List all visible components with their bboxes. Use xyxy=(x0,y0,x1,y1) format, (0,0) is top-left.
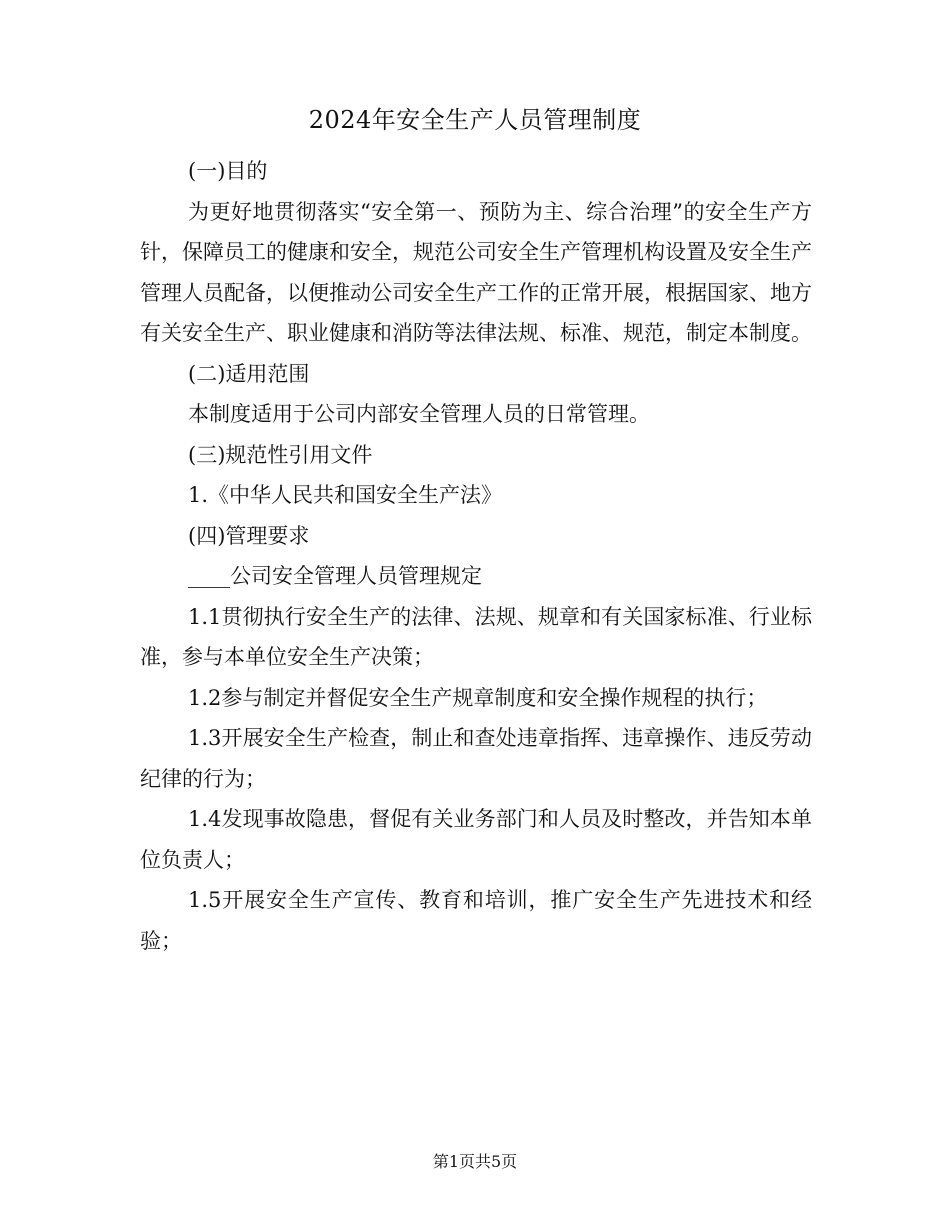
reference-item: 1.《中华人民共和国安全生产法》 xyxy=(188,483,503,507)
section-heading-references: (三)规范性引用文件 xyxy=(188,442,373,467)
requirement-item: 1.4发现事故隐患，督促有关业务部门和人员及时整改，并告知本单位负责人； xyxy=(140,807,812,872)
document-title: 2024年安全生产人员管理制度 xyxy=(308,106,642,134)
requirement-item: 1.2参与制定并督促安全生产规章制度和安全操作规程的执行； xyxy=(188,685,768,710)
document-body xyxy=(140,151,812,961)
section-heading-scope: (二)适用范围 xyxy=(188,361,310,386)
requirements-subtitle: ____公司安全管理人员管理规定 xyxy=(188,564,482,588)
requirement-item: 1.3开展安全生产检查，制止和查处违章指挥、违章操作、违反劳动纪律的行为； xyxy=(140,726,812,791)
page-number-footer: 第1页共5页 xyxy=(432,1152,518,1171)
requirement-item: 1.1贯彻执行安全生产的法律、法规、规章和有关国家标准、行业标准，参与本单位安全生产决策； xyxy=(140,604,812,669)
section-heading-purpose: (一)目的 xyxy=(188,159,268,183)
requirement-item: 1.5开展安全生产宣传、教育和培训，推广安全生产先进技术和经验； xyxy=(140,888,812,953)
paragraph-scope: 本制度适用于公司内部安全管理人员的日常管理。 xyxy=(188,402,650,426)
section-heading-requirements: (四)管理要求 xyxy=(188,523,310,548)
paragraph-purpose: 为更好地贯彻落实“安全第一、预防为主、综合治理”的安全生产方针，保障员工的健康和安全，规范公司安全生产管理机构设置及安全生产管理人员配备，以便推动公司安全生产工作的正常开展，根据国家、地方有关安全生产、职业健康和消防等法律法规、标准、规范，制定本制度。 xyxy=(140,199,812,345)
